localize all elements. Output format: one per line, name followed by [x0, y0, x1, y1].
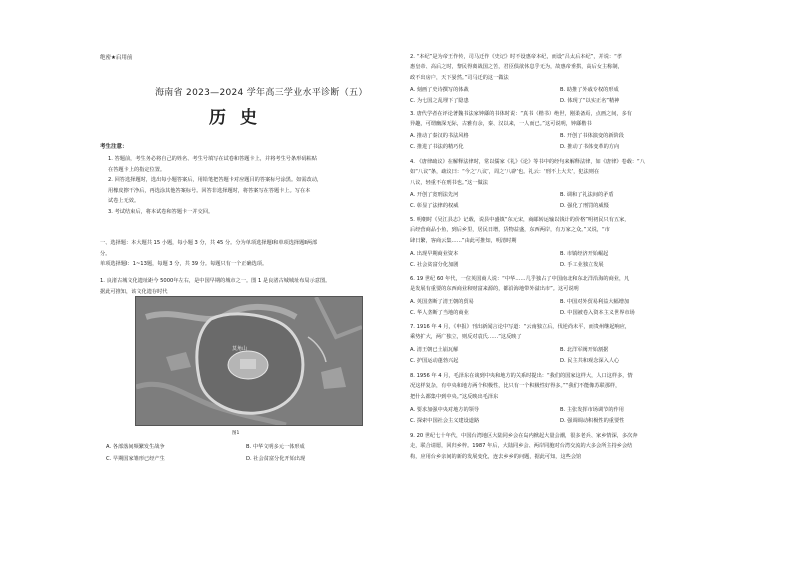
question-line: 惠皇帝、高后之时，黎民得离战国之苦，君臣俱欲休息乎无为，故惠帝垂拱，高后女主称制， — [410, 64, 623, 71]
q8-option-c: C. 探索中国社会主义建设道路 — [410, 418, 480, 424]
question-line: 后经营商品小鱼，到后乡里，居民日增，货物益盛，东西两岸，有万家之众。”又说，“市 — [410, 227, 610, 234]
question-7 — [410, 322, 710, 343]
q3-option-d: D. 推动了书体变革的方向 — [560, 144, 620, 150]
question-8 — [410, 371, 710, 402]
question-4 — [410, 157, 710, 188]
question-line: 据此可推知，该文化遗存时代 — [100, 288, 168, 295]
q4-option-c: C. 彰显了法律的权威 — [410, 203, 459, 209]
section-line: 分。 — [100, 250, 111, 257]
note-line: 2. 回答选择题时，选出每小题答案后，用铅笔把答题卡对应题目的答案标号涂黑。如需改动， — [108, 177, 323, 183]
question-line: 走，联合请愿，回归乡梓。1987 年后，大陆同乡会、两岸同胞对台湾交流的大多会所主持乡会结 — [410, 443, 633, 450]
q4-option-d: D. 强化了刑罚的威慑 — [560, 203, 609, 209]
question-line: 8. 1956 年 4 月，毛泽东在谈到中央和地方的关系时提出：“我们的国家这样大，人口这样多，情 — [410, 373, 633, 379]
q5-option-c: C. 社会贫富分化加剧 — [410, 262, 459, 268]
q7-option-c: C. 护国运动蓬勃兴起 — [410, 358, 459, 364]
question-6 — [410, 274, 710, 295]
question-line: 2. “本纪”是为帝王作传，司马迁作《史记》时不设惠帝本纪，而设“吕太后本纪”，并说：“孝 — [410, 54, 622, 60]
q7-option-a: A. 清王朝已土崩瓦解 — [410, 347, 459, 353]
question-line: 3. 唐代学者在评论著魏书法家钟繇的书体时说：“真书（楷书）绝世，刚柔备焉，点画之间，多有 — [410, 111, 632, 117]
q1-option-b: B. 中华文明多元一体形成 — [246, 444, 305, 450]
question-9 — [410, 431, 710, 462]
question-1 — [100, 276, 400, 297]
q2-option-b: B. 助推了外戚专权的形成 — [560, 87, 619, 93]
note-line: 试卷上无效。 — [108, 198, 140, 204]
subject-title: 历史 — [209, 108, 271, 128]
section-line: 一、选择题：本大题共 15 小题，每小题 3 分，共 45 分。分为单项选择题Ⅰ和单项选择题Ⅱ两部 — [100, 240, 318, 246]
note-line: 3. 考试结束后，将本试卷和答题卡一并交回。 — [108, 208, 214, 215]
q5-option-d: D. 手工业独立发展 — [560, 262, 604, 268]
q2-option-c: C. 为七国之乱埋下了隐患 — [410, 98, 469, 104]
q6-option-b: B. 中国对外贸易利益大幅增加 — [560, 299, 630, 305]
question-2 — [410, 52, 710, 83]
note-line: 用橡皮擦干净后，再选涂其他答案标号。回答非选择题时，将答案写在答题卡上。写在本 — [108, 187, 311, 194]
q4-option-a: A. 开创了宽刑法先河 — [410, 192, 459, 198]
question-5 — [410, 215, 710, 246]
section-line: 单项选择题Ⅰ：1~13题，每题 3 分，共 39 分。每题只有一个正确选项。 — [100, 261, 268, 267]
q4-option-b: B. 调和了礼法间的矛盾 — [560, 192, 614, 198]
question-line: 况这样复杂，有中央和地方两个积极性，比只有一个积极性好得多。”“我们不能像苏联那样， — [410, 383, 621, 390]
note-line: 在答题卡上的指定位置。 — [108, 166, 166, 173]
question-3 — [410, 109, 710, 130]
question-line: 9. 20 世纪七十年代，中国台湾地区大陆同乡会在岛内掀起大量会潮，很多老兵、家乡情深，多次奔 — [410, 433, 638, 439]
question-line: 异趣，可谓幽深无际，古雅有余，秦、汉以来，一人而已。”这可说明，钟繇楷书 — [410, 121, 592, 128]
q8-option-b: B. 主张发挥市场调节的作用 — [560, 407, 624, 413]
q3-option-c: C. 推进了书法的精巧化 — [410, 144, 464, 150]
q5-option-a: A. 出现早期商业资本 — [410, 251, 459, 257]
q3-option-b: B. 开创了书体演变的新阶段 — [560, 133, 624, 139]
q7-option-b: B. 北洋军阀开始割据 — [560, 347, 609, 353]
q1-option-c: C. 早期国家雏形已经产生 — [106, 456, 165, 462]
question-line: 乘势扩大，两广独立，则反对袁氏……”这反映了 — [410, 334, 522, 341]
question-line: 八议，轻重不在刑书也。”这一做法 — [410, 179, 488, 186]
secret-label: 绝密★启用前 — [100, 55, 133, 61]
map-label-mojiaoshan: 莫角山 — [232, 346, 248, 352]
q8-option-a: A. 要求加强中央对地方的领导 — [410, 407, 480, 413]
q2-option-a: A. 刻画了史诗撰写的体裁 — [410, 87, 469, 93]
question-line: 6. 19 世纪 60 年代，一位英国商人说：“中华……几乎独占了中国南北和东北洋沿海的商业，凡 — [410, 276, 630, 282]
q1-option-a: A. 各部落间频繁发生战争 — [106, 444, 165, 450]
question-line: 4. 《唐律疏议》在解释法律时，常以儒家《礼》《论》等书中的经句来解释法律，如《唐律》卷载：“八 — [410, 159, 645, 165]
exam-title: 海南省 2023—2024 学年高三学业水平诊断（五） — [155, 88, 368, 98]
q7-option-d: D. 民主共和观念深入人心 — [560, 358, 620, 364]
map-drawing — [136, 297, 362, 425]
q2-option-d: D. 体现了“以实正名”精神 — [560, 98, 620, 104]
question-line: 是发展有重要的东西商业和财富来源的，都沿海地带外溢出市”。这可说明 — [410, 286, 579, 293]
section-one-instructions — [100, 238, 400, 270]
question-line: 肆日繁，客商云集……”由此可推知，明清时期 — [410, 237, 517, 244]
q1-option-d: D. 社会贫富分化开始出现 — [246, 456, 306, 462]
q6-option-c: C. 华人垄断了当地的商业 — [410, 310, 469, 316]
question-line: 把什么都集中到中央。”这反映出毛泽东 — [410, 393, 499, 400]
q6-option-d: D. 中国被卷入资本主义世界市场 — [560, 310, 635, 316]
q6-option-a: A. 英国垄断了清王朝的贸易 — [410, 299, 474, 305]
question-line: 政不出房户，天下晏然。”司马迁的这一做法 — [410, 74, 509, 81]
notes-heading: 考生注意： — [100, 144, 128, 150]
figure-caption: 图1 — [232, 431, 240, 436]
liangzhu-city-map — [135, 296, 363, 426]
question-line: 7. 1916 年 4 月，《申报》刊出新闻言论中写道：“云南独立后，伐逆尚未平，而贵州继起响应， — [410, 324, 631, 330]
q5-option-b: B. 市镇经济开始崛起 — [560, 251, 609, 257]
question-line: 1. 良渚古城文化遗址距今 5000年左右，是中国早期的城市之一。图 1 是良渚古城城址布局示意图。 — [100, 278, 331, 284]
notes-list — [108, 154, 396, 217]
q3-option-a: A. 推动了秦汉的书法风格 — [410, 133, 469, 139]
question-line: 构，应用台乡亲间的新的发展变化，连去乡乡的问题，据此可知，这些会馆 — [410, 453, 582, 460]
q8-option-d: D. 强调调动积极性的重要性 — [560, 418, 625, 424]
question-line: 5. 明朝时《吴江县志》记载，说县中盛镇“东元宋，商邮转运输以钱计的价格”明初民只有五家， — [410, 217, 630, 223]
note-line: 1. 答题前，考生务必将自己的姓名、考生号填写在试卷和答题卡上，并将考生号条形码粘贴 — [108, 156, 317, 162]
question-line: 如“八议”条，疏议曰：“今之‘八议’，周之‘八辟’也。礼云：‘刑不上大夫’，犯法则在 — [410, 169, 600, 176]
